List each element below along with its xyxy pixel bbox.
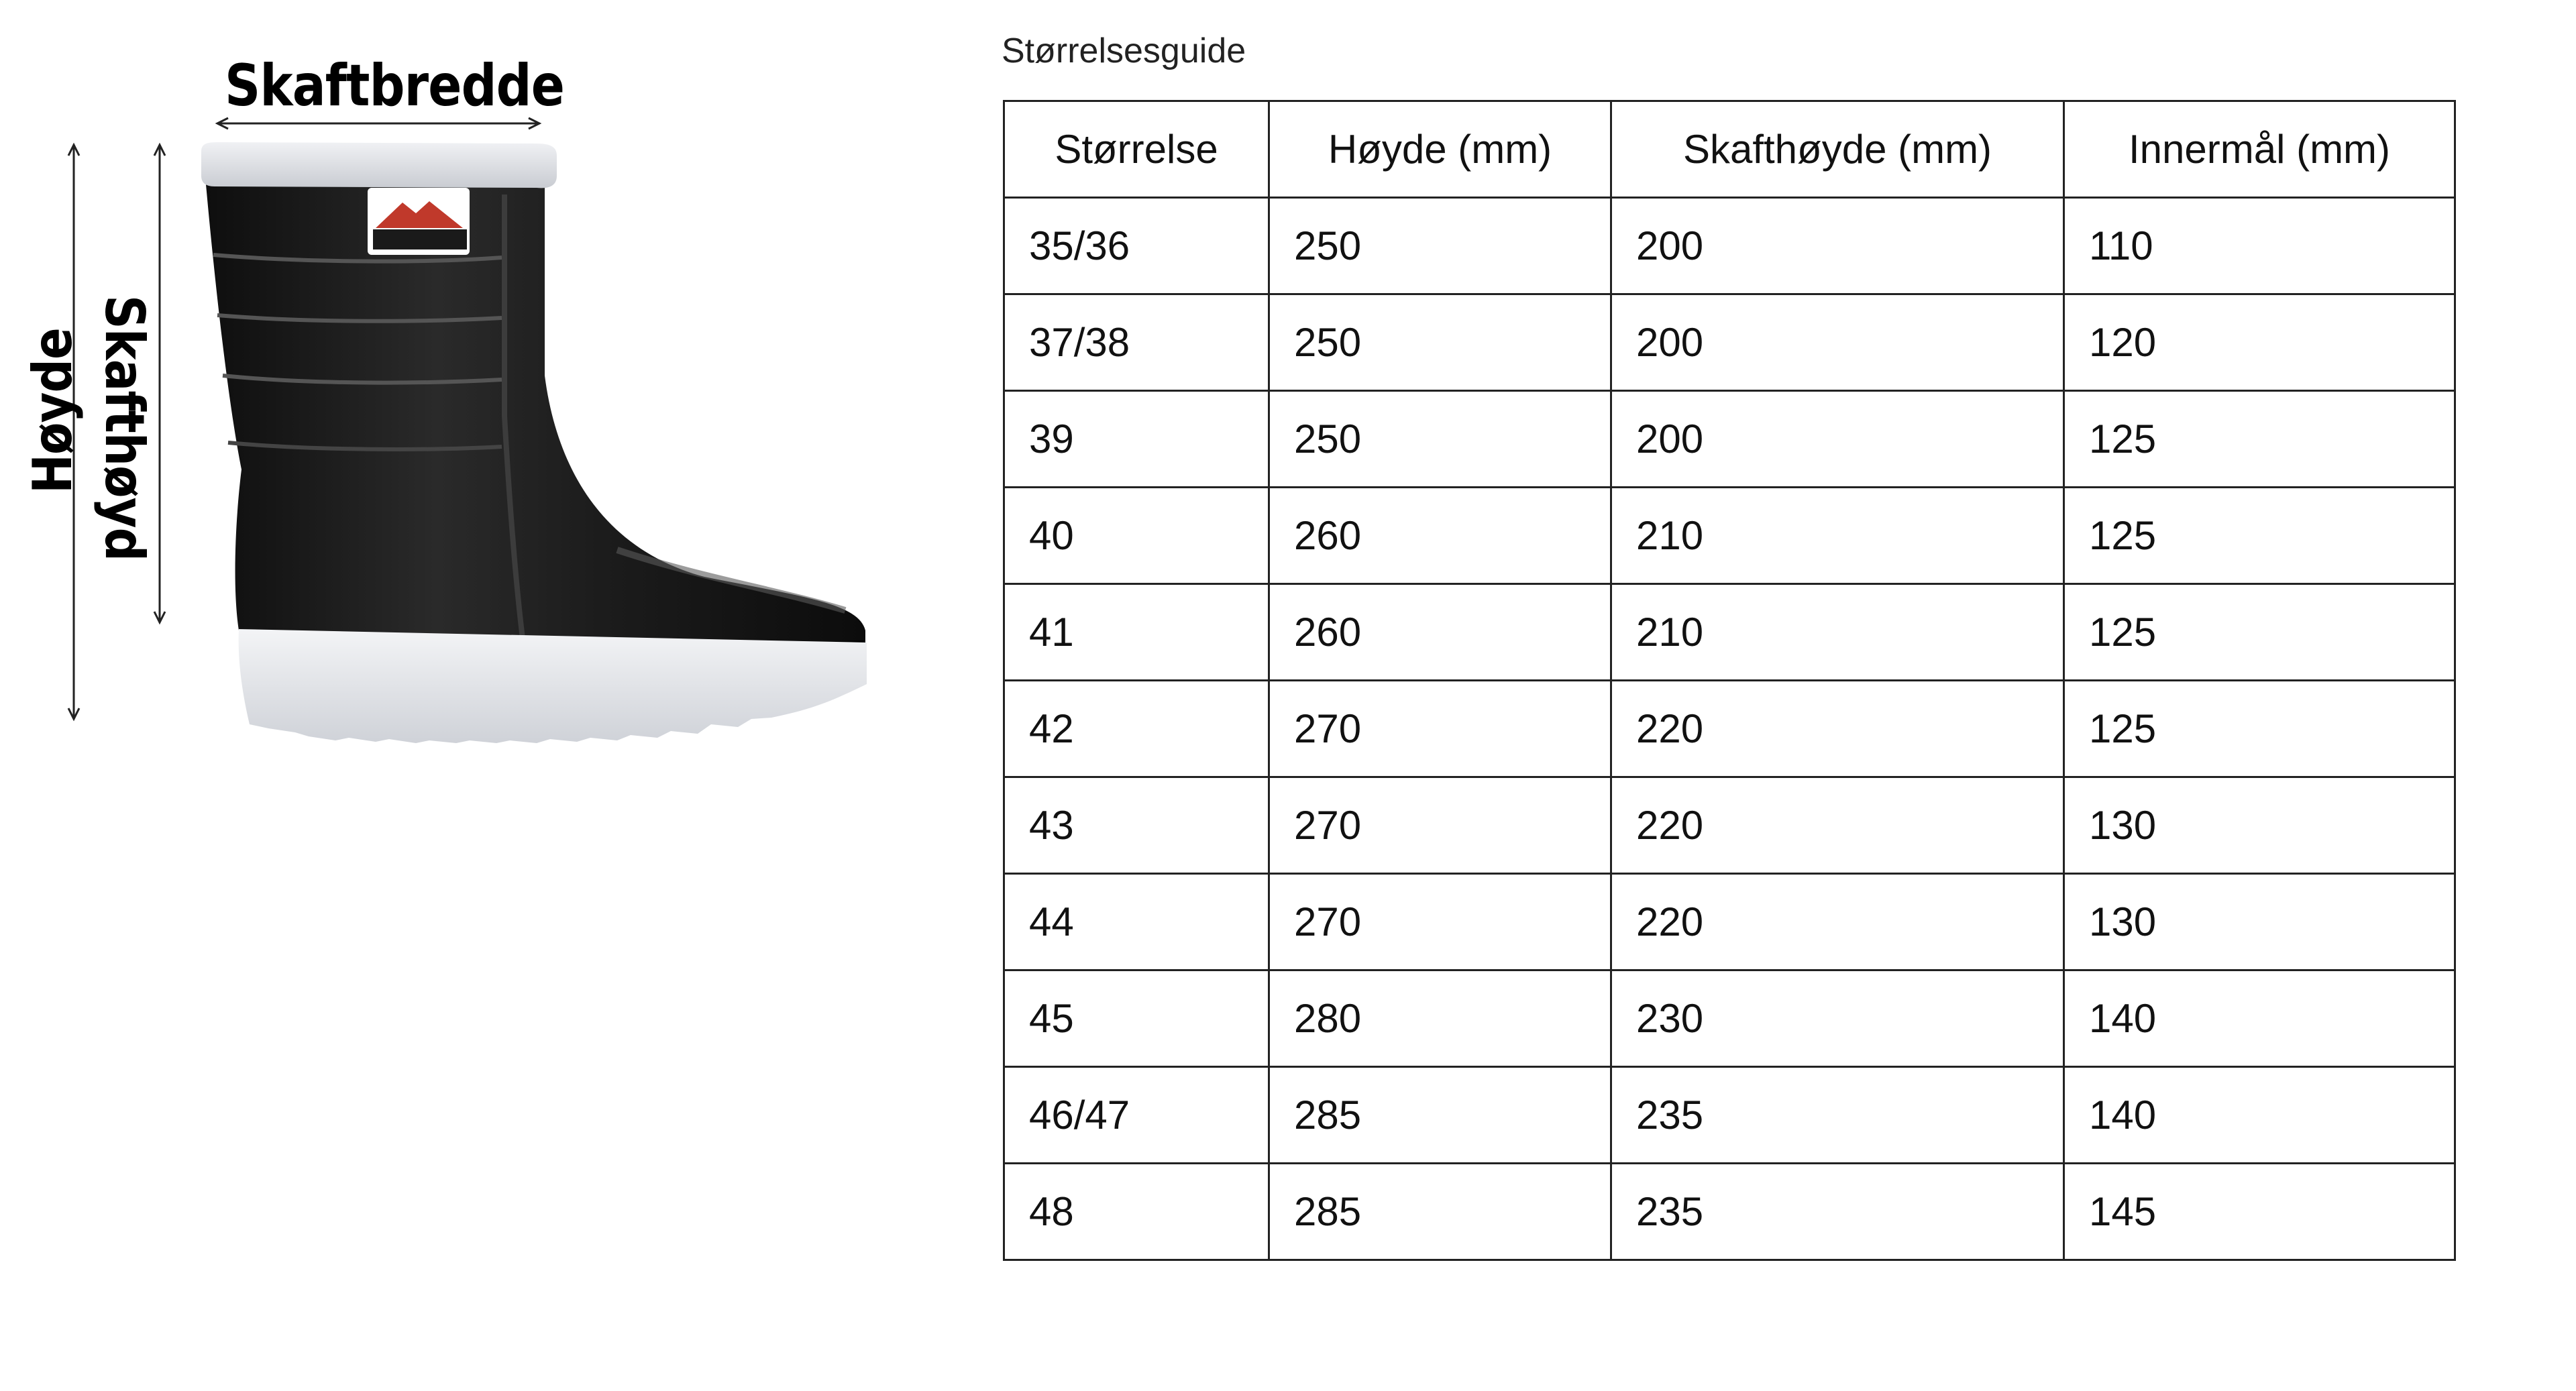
cell-shaft-height: 235 xyxy=(1611,1164,2064,1260)
cell-size: 48 xyxy=(1004,1164,1269,1260)
table-row xyxy=(1004,777,2455,874)
cell-inner-measure: 125 xyxy=(2064,488,2455,584)
shaft-height-label: Skafthøyd xyxy=(93,295,156,561)
column-header-height: Høyde (mm) xyxy=(1269,101,1611,198)
cell-size: 41 xyxy=(1004,584,1269,681)
cell-shaft-height: 210 xyxy=(1611,488,2064,584)
size-guide-title: Størrelsesguide xyxy=(1002,32,1246,70)
cell-height: 270 xyxy=(1269,681,1611,777)
table-row xyxy=(1004,294,2455,391)
cell-size: 39 xyxy=(1004,391,1269,488)
cell-height: 285 xyxy=(1269,1067,1611,1164)
cell-size: 46/47 xyxy=(1004,1067,1269,1164)
cell-inner-measure: 125 xyxy=(2064,584,2455,681)
cell-size: 40 xyxy=(1004,488,1269,584)
boot-collar xyxy=(201,142,557,188)
column-header-size: Størrelse xyxy=(1004,101,1269,198)
cell-height: 280 xyxy=(1269,970,1611,1067)
column-header-inner-measure: Innermål (mm) xyxy=(2064,101,2455,198)
table-row xyxy=(1004,874,2455,970)
cell-shaft-height: 220 xyxy=(1611,874,2064,970)
cell-inner-measure: 125 xyxy=(2064,391,2455,488)
cell-height: 250 xyxy=(1269,294,1611,391)
cell-inner-measure: 130 xyxy=(2064,777,2455,874)
shaft-height-arrow xyxy=(154,145,165,622)
cell-shaft-height: 220 xyxy=(1611,681,2064,777)
cell-height: 250 xyxy=(1269,391,1611,488)
cell-inner-measure: 110 xyxy=(2064,198,2455,294)
width-label: Skaftbredde xyxy=(225,52,565,119)
cell-size: 35/36 xyxy=(1004,198,1269,294)
boot-sole xyxy=(239,629,867,743)
cell-height: 270 xyxy=(1269,874,1611,970)
cell-size: 43 xyxy=(1004,777,1269,874)
cell-inner-measure: 145 xyxy=(2064,1164,2455,1260)
table-row xyxy=(1004,488,2455,584)
cell-inner-measure: 130 xyxy=(2064,874,2455,970)
cell-height: 285 xyxy=(1269,1164,1611,1260)
cell-inner-measure: 120 xyxy=(2064,294,2455,391)
brand-logo xyxy=(368,188,470,255)
boot-illustration xyxy=(0,0,939,805)
column-header-shaft-height: Skafthøyde (mm) xyxy=(1611,101,2064,198)
cell-shaft-height: 200 xyxy=(1611,391,2064,488)
cell-shaft-height: 220 xyxy=(1611,777,2064,874)
cell-size: 45 xyxy=(1004,970,1269,1067)
width-arrow xyxy=(217,118,539,129)
table-row xyxy=(1004,391,2455,488)
table-row xyxy=(1004,1164,2455,1260)
cell-inner-measure: 140 xyxy=(2064,970,2455,1067)
cell-shaft-height: 200 xyxy=(1611,294,2064,391)
height-label: Høyde xyxy=(21,328,84,494)
boot-body xyxy=(205,177,865,657)
cell-shaft-height: 235 xyxy=(1611,1067,2064,1164)
cell-shaft-height: 200 xyxy=(1611,198,2064,294)
table-row xyxy=(1004,584,2455,681)
cell-inner-measure: 140 xyxy=(2064,1067,2455,1164)
table-row xyxy=(1004,198,2455,294)
cell-shaft-height: 230 xyxy=(1611,970,2064,1067)
cell-height: 270 xyxy=(1269,777,1611,874)
size-guide-table xyxy=(1003,100,2456,1261)
cell-size: 42 xyxy=(1004,681,1269,777)
cell-shaft-height: 210 xyxy=(1611,584,2064,681)
cell-inner-measure: 125 xyxy=(2064,681,2455,777)
cell-height: 260 xyxy=(1269,584,1611,681)
table-row xyxy=(1004,970,2455,1067)
table-header-row xyxy=(1004,101,2455,198)
table-row xyxy=(1004,1067,2455,1164)
table-row xyxy=(1004,681,2455,777)
cell-size: 44 xyxy=(1004,874,1269,970)
cell-height: 250 xyxy=(1269,198,1611,294)
cell-size: 37/38 xyxy=(1004,294,1269,391)
cell-height: 260 xyxy=(1269,488,1611,584)
